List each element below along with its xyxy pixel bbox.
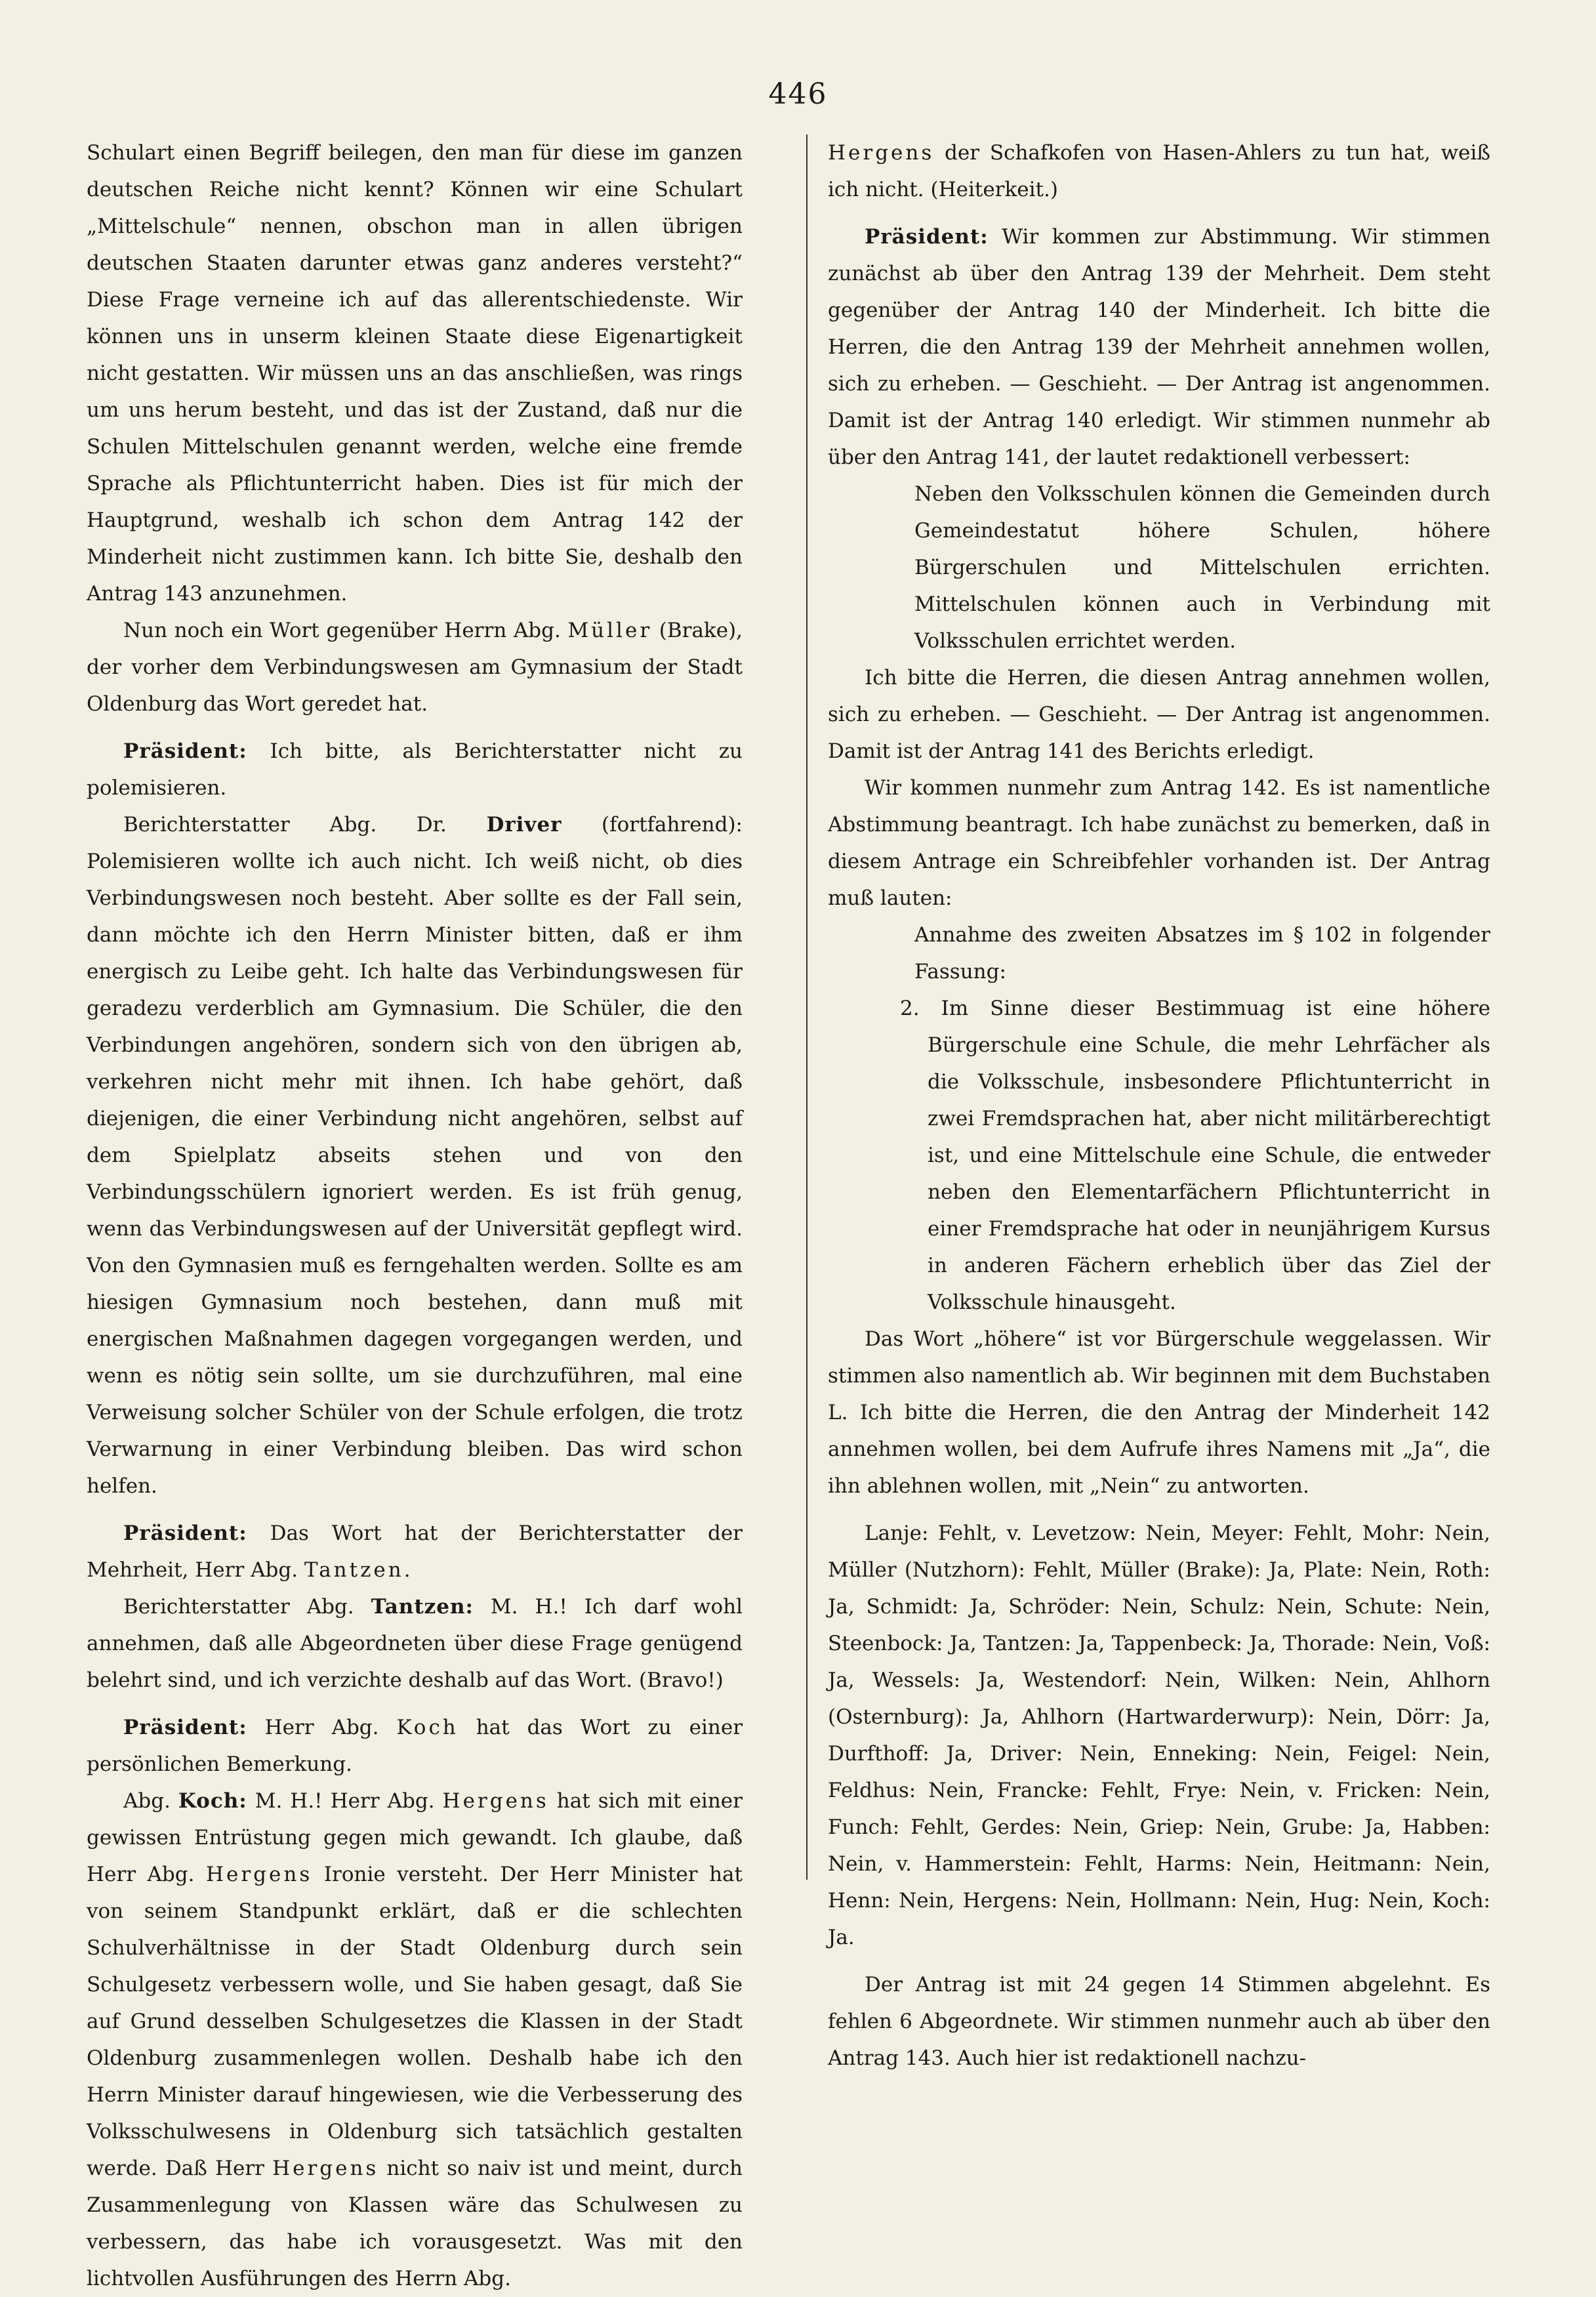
column-divider bbox=[806, 135, 808, 1880]
text-run: M. H.! Herr Abg. bbox=[247, 1789, 443, 1813]
text-run: Berichterstatter Abg. bbox=[123, 1595, 371, 1619]
left-paragraph bbox=[87, 1783, 743, 2297]
text-run: Wir kommen zur Abstimmung. Wir stimmen zunächst ab über den Antrag 139 der Mehrheit. Dem steht gegenüber der Antrag 140 der Minderheit. Ich bitte die Herren, die den Antrag 139 der Mehrheit annehmen wollen, sich zu erheben. — Geschieht. — Der Antrag ist angenommen. Damit ist der Antrag 140 erledigt. Wir stimmen nunmehr ab über den Antrag 141, der lautet redaktionell verbessert: bbox=[828, 225, 1490, 469]
text-run: Neben den Volksschulen können die Gemeinden durch Gemeindestatut höhere Schulen, höhere Bürgerschulen und Mittelschulen errichten. Mittelschulen können auch in Verbindung mit Volksschulen errichtet werden. bbox=[914, 482, 1490, 653]
text-run: Herr Abg. bbox=[247, 1716, 397, 1739]
speaker-name: Präsident: bbox=[123, 739, 247, 763]
text-run: Wir kommen nunmehr zum Antrag 142. Es ist namentliche Abstimmung beantragt. Ich habe zunächst zu bemerken, daß in diesem Antrage ein Schreibfehler vorhanden ist. Der Antrag muß lauten: bbox=[828, 776, 1490, 910]
right-paragraph bbox=[828, 135, 1490, 208]
right-column bbox=[828, 135, 1490, 2077]
spaced-name: Hergens bbox=[272, 2157, 379, 2180]
right-paragraph bbox=[828, 770, 1490, 917]
text-run: Lanje: Fehlt, v. Levetzow: Nein, Meyer: Fehlt, Mohr: Nein, Müller (Nutzhorn): Fehlt, Müller (Brake): Ja, Plate: Nein, Roth: Ja, Schmidt: Ja, Schröder: Nein, Schulz: Nein, Schute: Nein, Steenbock: Ja, Tantzen: Ja, Tappenbeck: Ja, Thorade: Nein, Voß: Ja, Wessels: Ja, Westendorf: Nein, Wilken: Nein, Ahlhorn (Osternburg): Ja, Ahlhorn (Hartwarderwurp): Nein, Dörr: Ja, Durfthoff: Ja, Driver: Nein, Enneking: Nein, Feigel: Nein, Feldhus: Nein, Francke: Fehlt, Frye: Nein, v. Fricken: Nein, Funch: Fehlt, Gerdes: Nein, Griep: Nein, Grube: Ja, Habben: Nein, v. Hammerstein: Fehlt, Harms: Nein, Heitmann: Nein, Henn: Nein, Hergens: Nein, Hollmann: Nein, Hug: Nein, Koch: Ja. bbox=[828, 1521, 1490, 1949]
right-paragraph bbox=[828, 1515, 1490, 1956]
right-paragraph bbox=[828, 218, 1490, 476]
spaced-name: Tantzen bbox=[304, 1558, 404, 1582]
text-run: Nun noch ein Wort gegenüber Herrn Abg. bbox=[123, 619, 568, 642]
spaced-name: Koch bbox=[396, 1716, 459, 1739]
speaker-name: Tantzen: bbox=[371, 1595, 474, 1619]
left-paragraph bbox=[87, 1588, 743, 1699]
right-paragraph bbox=[828, 476, 1490, 659]
left-paragraph bbox=[87, 1709, 743, 1783]
speaker-name: Präsident: bbox=[123, 1521, 247, 1545]
text-run: hat sich mit einer gewissen Entrüstung gegen mich gewandt. Ich glaube, daß Herr Abg. bbox=[87, 1789, 743, 1886]
text-run: Ich bitte, als Berichterstatter nicht zu polemisieren. bbox=[87, 739, 743, 800]
spaced-name: Hergens bbox=[442, 1789, 549, 1813]
right-paragraph bbox=[828, 1966, 1490, 2077]
right-paragraph bbox=[828, 659, 1490, 770]
speaker-name: Driver bbox=[486, 813, 562, 837]
text-run: Ironie versteht. Der Herr Minister hat von seinem Standpunkt erklärt, daß er die schlechten Schulverhältnisse in der Stadt Oldenburg durch sein Schulgesetz verbessern wolle, und Sie haben gesagt, daß Sie auf Grund desselben Schulgesetzes die Klassen in der Stadt Oldenburg zusammenlegen wollen. Deshalb habe ich den Herrn Minister darauf hingewiesen, wie die Verbesserung des Volksschulwesens in Oldenburg sich tatsächlich gestalten werde. Daß Herr bbox=[87, 1863, 743, 2180]
text-run: (Brake), der vorher dem Verbindungswesen am Gymnasium der Stadt Oldenburg das Wort geredet hat. bbox=[87, 619, 743, 716]
left-paragraph bbox=[87, 135, 743, 612]
speaker-name: Koch: bbox=[178, 1789, 247, 1813]
right-paragraph bbox=[828, 917, 1490, 990]
text-run: Abg. bbox=[123, 1789, 178, 1813]
text-run: nicht so naiv ist und meint, durch Zusammenlegung von Klassen wäre das Schulwesen zu verbessern, das habe ich vorausgesetzt. Was mit den lichtvollen Ausführungen des Herrn Abg. bbox=[87, 2157, 743, 2290]
text-run: Schulart einen Begriff beilegen, den man für diese im ganzen deutschen Reiche nicht kennt? Können wir eine Schulart „Mittelschule“ nennen, obschon man in allen übrigen deutschen Staaten darunter etwas ganz anderes versteht?“ Diese Frage verneine ich auf das allerentschiedenste. Wir können uns in unserm kleinen Staate diese Eigenartigkeit nicht gestatten. Wir müssen uns an das anschließen, was rings um uns herum besteht, und das ist der Zustand, daß nur die Schulen Mittelschulen genannt werden, welche eine fremde Sprache als Pflichtunterricht haben. Dies ist für mich der Hauptgrund, weshalb ich schon dem Antrag 142 der Minderheit nicht zustimmen kann. Ich bitte Sie, deshalb den Antrag 143 anzunehmen. bbox=[87, 141, 743, 606]
right-paragraph bbox=[828, 990, 1490, 1321]
spaced-name: Müller bbox=[567, 619, 653, 642]
text-run: . bbox=[403, 1558, 411, 1582]
text-run: Annahme des zweiten Absatzes im § 102 in folgender Fassung: bbox=[914, 923, 1490, 983]
spaced-name: Hergens bbox=[205, 1863, 313, 1886]
text-run: 2. Im Sinne dieser Bestimmuag ist eine höhere Bürgerschule eine Schule, die mehr Lehrfächer als die Volksschule, insbesondere Pflichtunterricht in zwei Fremdsprachen hat, aber nicht militärberechtigt ist, und eine Mittelschule eine Schule, die entweder neben den Elementarfächern Pflichtunterricht in einer Fremdsprache hat oder in neunjährigem Kursus in anderen Fächern erheblich über das Ziel der Volksschule hinausgeht. bbox=[900, 997, 1490, 1314]
text-run: Das Wort hat der Berichterstatter der Mehrheit, Herr Abg. bbox=[87, 1521, 743, 1582]
left-paragraph bbox=[87, 1515, 743, 1588]
left-column bbox=[87, 135, 743, 2297]
text-run: Der Antrag ist mit 24 gegen 14 Stimmen abgelehnt. Es fehlen 6 Abgeordnete. Wir stimmen nunmehr auch ab über den Antrag 143. Auch hier ist redaktionell nachzu- bbox=[828, 1973, 1490, 2070]
text-run: Ich bitte die Herren, die diesen Antrag annehmen wollen, sich zu erheben. — Geschieht. — Der Antrag ist angenommen. Damit ist der Antrag 141 des Berichts erledigt. bbox=[828, 666, 1490, 763]
left-paragraph bbox=[87, 733, 743, 806]
text-run: (fortfahrend): Polemisieren wollte ich auch nicht. Ich weiß nicht, ob dies Verbindungswesen noch besteht. Aber sollte es der Fall sein, dann möchte ich den Herrn Minister bitten, daß er ihm energisch zu Leibe geht. Ich halte das Verbindungswesen für geradezu verderblich am Gymnasium. Die Schüler, die den Verbindungen angehören, sondern sich von den übrigen ab, verkehren nicht mehr mit ihnen. Ich habe gehört, daß diejenigen, die einer Verbindung nicht angehören, selbst auf dem Spielplatz abseits stehen und von den Verbindungsschülern ignoriert werden. Es ist früh genug, wenn das Verbindungswesen auf der Universität gepflegt wird. Von den Gymnasien muß es ferngehalten werden. Sollte es am hiesigen Gymnasium noch bestehen, dann muß mit energischen Maßnahmen dagegen vorgegangen werden, und wenn es nötig sein sollte, um sie durchzuführen, mal eine Verweisung solcher Schüler von der Schule erfolgen, die trotz Verwarnung in einer Verbindung bleiben. Das wird schon helfen. bbox=[87, 813, 743, 1498]
speaker-name: Präsident: bbox=[865, 225, 989, 249]
left-paragraph bbox=[87, 806, 743, 1504]
spaced-name: Hergens bbox=[828, 141, 935, 165]
text-run: hat das Wort zu einer persönlichen Bemerkung. bbox=[87, 1716, 743, 1776]
text-run: M. H.! Ich darf wohl annehmen, daß alle Abgeordneten über diese Frage genügend belehrt sind, und ich verzichte deshalb auf das Wort. (Bravo!) bbox=[87, 1595, 743, 1692]
right-paragraph bbox=[828, 1321, 1490, 1504]
page-number: 446 bbox=[768, 77, 828, 111]
text-run: Das Wort „höhere“ ist vor Bürgerschule weggelassen. Wir stimmen also namentlich ab. Wir beginnen mit dem Buchstaben L. Ich bitte die Herren, die den Antrag der Minderheit 142 annehmen wollen, bei dem Aufrufe ihres Namens mit „Ja“, die ihn ablehnen wollen, mit „Nein“ zu antworten. bbox=[828, 1327, 1490, 1498]
left-paragraph bbox=[87, 612, 743, 722]
text-run: Berichterstatter Abg. Dr. bbox=[123, 813, 487, 837]
text-run: der Schafkofen von Hasen-Ahlers zu tun hat, weiß ich nicht. (Heiterkeit.) bbox=[828, 141, 1490, 201]
speaker-name: Präsident: bbox=[123, 1716, 247, 1739]
